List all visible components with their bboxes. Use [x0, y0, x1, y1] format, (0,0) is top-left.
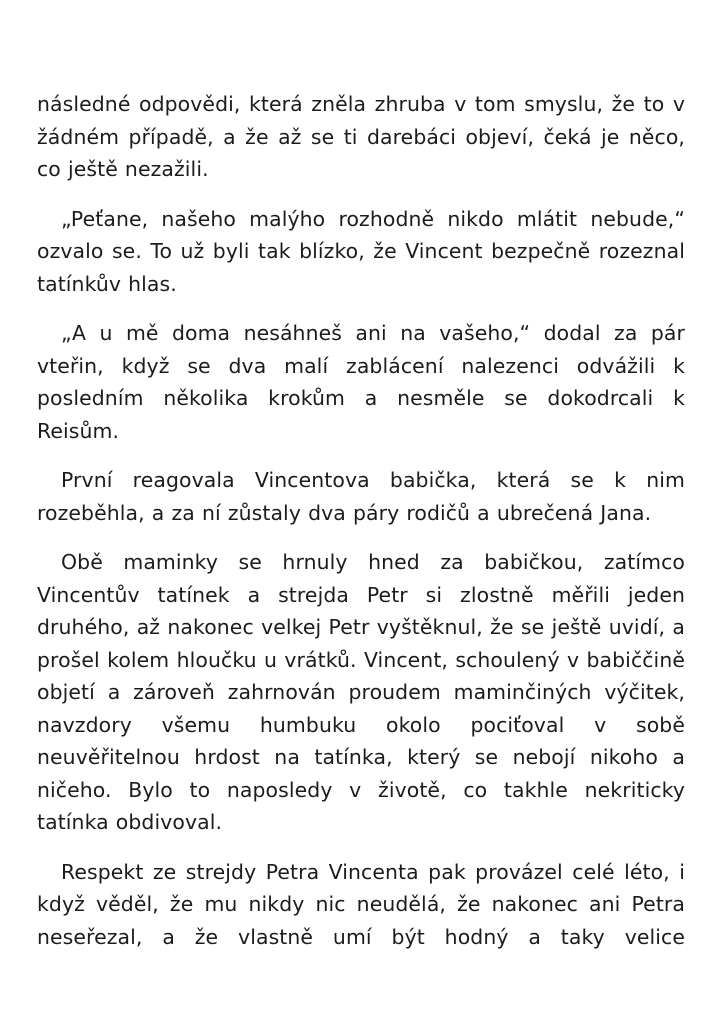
paragraph-2: „Peťane, našeho malýho rozhodně nikdo mlátit nebude,“ ozvalo se. To už byli tak blízko, že Vincent bezpečně rozeznal tatínkův hlas. [37, 206, 685, 296]
paragraph-4: První reagovala Vincentova babička, která se k nim rozeběhla, a za ní zůstaly dva páry rodičů a ubrečená Jana. [37, 468, 685, 525]
paragraph-5: Obě maminky se hrnuly hned za babičkou, zatímco Vincentův tatínek a strejda Petr si zlostně měřili jeden druhého, až nakonec velkej Petr vyštěknul, že se ještě uvidí, a prošel kolem hloučku u vrátků. Vincent, schoulený v babiččině objetí a zároveň zahrnován proudem maminčiných výčitek, navzdory všemu humbuku okolo pociťoval v sobě neuvěřitelnou hrdost na tatínka, který se nebojí nikoho a ničeho. Bylo to naposledy v životě, co takhle nekriticky tatínka obdivoval. [37, 550, 685, 834]
paragraph-1: následné odpovědi, která zněla zhruba v tom smyslu, že to v žádném případě, a že až se ti darebáci objeví, čeká je něco, co ještě nezažili. [37, 92, 685, 181]
paragraph-6: Respekt ze strejdy Petra Vincenta pak provázel celé léto, i když věděl, že mu nikdy nic neudělá, že nakonec ani Petra neseřezal, a že vlastně umí být hodný a taky velice [37, 859, 685, 949]
paragraph-3: „A u mě doma nesáhneš ani na vašeho,“ dodal za pár vteřin, když se dva malí zablácení nalezenci odvážili k posledním několika krokům a nesměle se dokodrcali k Reisům. [37, 321, 685, 443]
book-page [37, 88, 685, 970]
